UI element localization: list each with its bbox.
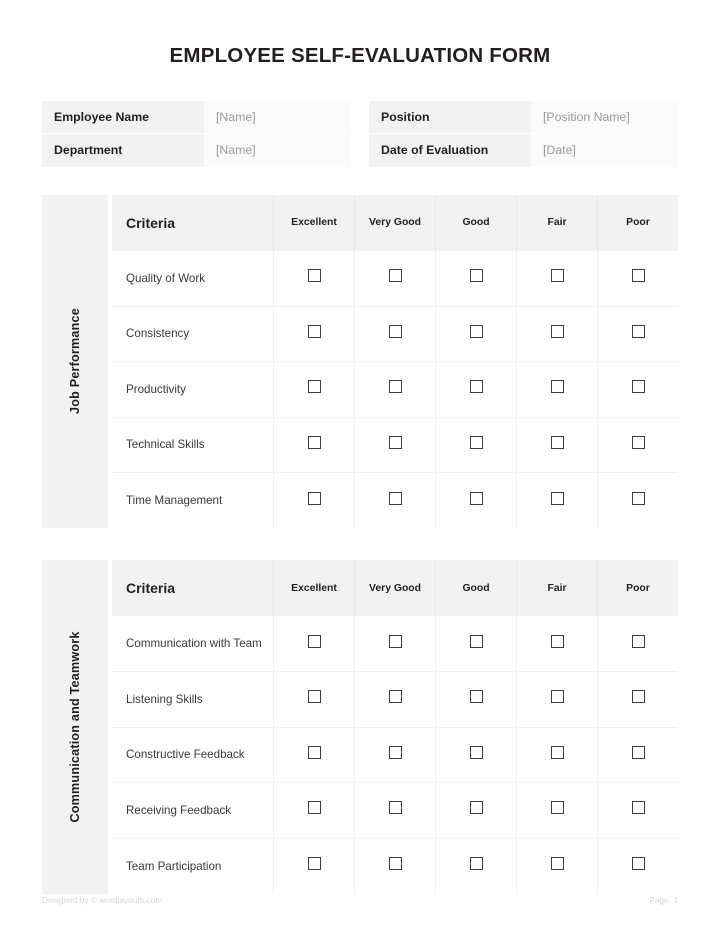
checkbox-cell-excellent[interactable]: [274, 473, 355, 529]
checkbox-cell-fair[interactable]: [517, 783, 598, 839]
checkbox-cell-poor[interactable]: [598, 783, 679, 839]
checkbox-cell-good[interactable]: [436, 306, 517, 362]
table-header-row: [112, 560, 678, 616]
employee-info-table-left: [42, 101, 351, 167]
checkbox-icon[interactable]: [308, 690, 321, 703]
checkbox-cell-excellent[interactable]: [274, 672, 355, 728]
checkbox-icon[interactable]: [632, 746, 645, 759]
section-title-job-performance: Job Performance: [68, 308, 82, 415]
column-header-very-good: Very Good: [355, 195, 436, 251]
checkbox-cell-excellent[interactable]: [274, 727, 355, 783]
table-row: [112, 616, 678, 672]
checkbox-icon[interactable]: [632, 801, 645, 814]
section-title-communication-and-teamwork: Communication and Teamwork: [68, 631, 82, 823]
column-header-criteria: Criteria: [112, 560, 274, 616]
checkbox-icon[interactable]: [389, 436, 402, 449]
checkbox-icon[interactable]: [470, 380, 483, 393]
checkbox-cell-good[interactable]: [436, 362, 517, 418]
criteria-label: Team Participation: [112, 838, 274, 894]
page-footer: [42, 895, 678, 905]
checkbox-icon[interactable]: [308, 436, 321, 449]
checkbox-cell-very-good[interactable]: [355, 306, 436, 362]
checkbox-cell-poor[interactable]: [598, 473, 679, 529]
checkbox-cell-very-good[interactable]: [355, 838, 436, 894]
checkbox-icon[interactable]: [632, 325, 645, 338]
column-header-criteria: Criteria: [112, 195, 274, 251]
checkbox-cell-very-good[interactable]: [355, 473, 436, 529]
column-header-good: Good: [436, 560, 517, 616]
checkbox-cell-good[interactable]: [436, 616, 517, 672]
criteria-label: Receiving Feedback: [112, 783, 274, 839]
criteria-label: Time Management: [112, 473, 274, 529]
info-row-department: [42, 134, 351, 167]
checkbox-cell-good[interactable]: [436, 783, 517, 839]
checkbox-icon[interactable]: [308, 635, 321, 648]
checkbox-icon[interactable]: [470, 690, 483, 703]
section-side-band: [42, 560, 108, 894]
checkbox-cell-excellent[interactable]: [274, 362, 355, 418]
footer-credit: Designed by © wordlayouts.com: [42, 895, 163, 905]
section-side-band: [42, 195, 108, 529]
column-header-fair: Fair: [517, 195, 598, 251]
checkbox-icon[interactable]: [389, 269, 402, 282]
checkbox-icon[interactable]: [632, 436, 645, 449]
column-header-poor: Poor: [598, 195, 679, 251]
checkbox-cell-poor[interactable]: [598, 616, 679, 672]
checkbox-icon[interactable]: [632, 635, 645, 648]
checkbox-icon[interactable]: [470, 492, 483, 505]
checkbox-icon[interactable]: [389, 857, 402, 870]
table-row: [112, 362, 678, 418]
checkbox-icon[interactable]: [470, 857, 483, 870]
column-header-excellent: Excellent: [274, 560, 355, 616]
info-value-employee-name[interactable]: [Name]: [204, 101, 351, 134]
checkbox-cell-good[interactable]: [436, 672, 517, 728]
checkbox-icon[interactable]: [389, 801, 402, 814]
checkbox-cell-fair[interactable]: [517, 473, 598, 529]
checkbox-cell-good[interactable]: [436, 727, 517, 783]
info-label-position: Position: [369, 101, 531, 134]
checkbox-icon[interactable]: [308, 746, 321, 759]
checkbox-cell-poor[interactable]: [598, 306, 679, 362]
criteria-label: Quality of Work: [112, 251, 274, 307]
checkbox-icon[interactable]: [389, 380, 402, 393]
checkbox-cell-poor[interactable]: [598, 251, 679, 307]
criteria-label: Productivity: [112, 362, 274, 418]
table-row: [112, 783, 678, 839]
checkbox-cell-fair[interactable]: [517, 306, 598, 362]
table-row: [112, 417, 678, 473]
checkbox-icon[interactable]: [632, 269, 645, 282]
checkbox-icon[interactable]: [308, 492, 321, 505]
checkbox-icon[interactable]: [551, 269, 564, 282]
checkbox-icon[interactable]: [389, 635, 402, 648]
checkbox-cell-fair[interactable]: [517, 251, 598, 307]
section-job-performance: [42, 195, 678, 529]
checkbox-cell-excellent[interactable]: [274, 417, 355, 473]
checkbox-icon[interactable]: [551, 492, 564, 505]
checkbox-icon[interactable]: [389, 325, 402, 338]
checkbox-icon[interactable]: [551, 436, 564, 449]
checkbox-cell-poor[interactable]: [598, 727, 679, 783]
checkbox-cell-good[interactable]: [436, 251, 517, 307]
checkbox-icon[interactable]: [632, 380, 645, 393]
checkbox-cell-very-good[interactable]: [355, 362, 436, 418]
info-value-date-of-evaluation[interactable]: [Date]: [531, 134, 678, 167]
checkbox-icon[interactable]: [308, 325, 321, 338]
info-row-position: [369, 101, 678, 134]
column-header-good: Good: [436, 195, 517, 251]
checkbox-icon[interactable]: [470, 325, 483, 338]
checkbox-icon[interactable]: [308, 380, 321, 393]
info-label-date-of-evaluation: Date of Evaluation: [369, 134, 531, 167]
column-header-excellent: Excellent: [274, 195, 355, 251]
checkbox-icon[interactable]: [308, 857, 321, 870]
checkbox-icon[interactable]: [389, 492, 402, 505]
table-row: [112, 727, 678, 783]
checkbox-icon[interactable]: [389, 746, 402, 759]
checkbox-cell-very-good[interactable]: [355, 616, 436, 672]
column-header-poor: Poor: [598, 560, 679, 616]
checkbox-cell-poor[interactable]: [598, 672, 679, 728]
checkbox-cell-very-good[interactable]: [355, 417, 436, 473]
checkbox-icon[interactable]: [632, 690, 645, 703]
checkbox-cell-fair[interactable]: [517, 616, 598, 672]
criteria-label: Listening Skills: [112, 672, 274, 728]
checkbox-icon[interactable]: [551, 380, 564, 393]
section-communication-and-teamwork: [42, 560, 678, 894]
info-value-department[interactable]: [Name]: [204, 134, 351, 167]
checkbox-cell-very-good[interactable]: [355, 783, 436, 839]
criteria-label: Technical Skills: [112, 417, 274, 473]
checkbox-icon[interactable]: [551, 690, 564, 703]
table-row: [112, 672, 678, 728]
checkbox-cell-poor[interactable]: [598, 362, 679, 418]
checkbox-icon[interactable]: [551, 635, 564, 648]
criteria-label: Consistency: [112, 306, 274, 362]
checkbox-cell-poor[interactable]: [598, 417, 679, 473]
column-header-very-good: Very Good: [355, 560, 436, 616]
checkbox-cell-excellent[interactable]: [274, 251, 355, 307]
table-header-row: [112, 195, 678, 251]
checkbox-cell-excellent[interactable]: [274, 838, 355, 894]
checkbox-icon[interactable]: [308, 801, 321, 814]
column-header-fair: Fair: [517, 560, 598, 616]
checkbox-cell-excellent[interactable]: [274, 783, 355, 839]
table-row: [112, 838, 678, 894]
info-label-department: Department: [42, 134, 204, 167]
info-value-position[interactable]: [Position Name]: [531, 101, 678, 134]
checkbox-cell-good[interactable]: [436, 417, 517, 473]
checkbox-icon[interactable]: [551, 325, 564, 338]
table-row: [112, 306, 678, 362]
checkbox-icon[interactable]: [470, 801, 483, 814]
table-row: [112, 251, 678, 307]
info-row-date-of-evaluation: [369, 134, 678, 167]
rating-table-job-performance: [112, 195, 678, 529]
checkbox-cell-fair[interactable]: [517, 417, 598, 473]
criteria-label: Communication with Team: [112, 616, 274, 672]
rating-table-communication-and-teamwork: [112, 560, 678, 894]
checkbox-cell-good[interactable]: [436, 838, 517, 894]
checkbox-icon[interactable]: [389, 690, 402, 703]
checkbox-cell-excellent[interactable]: [274, 306, 355, 362]
checkbox-icon[interactable]: [470, 746, 483, 759]
checkbox-icon[interactable]: [551, 746, 564, 759]
info-label-employee-name: Employee Name: [42, 101, 204, 134]
checkbox-icon[interactable]: [632, 492, 645, 505]
info-row-employee-name: [42, 101, 351, 134]
checkbox-icon[interactable]: [632, 857, 645, 870]
checkbox-cell-fair[interactable]: [517, 362, 598, 418]
checkbox-cell-excellent[interactable]: [274, 616, 355, 672]
page-title: EMPLOYEE SELF-EVALUATION FORM: [169, 44, 551, 67]
checkbox-cell-poor[interactable]: [598, 838, 679, 894]
checkbox-icon[interactable]: [308, 269, 321, 282]
checkbox-icon[interactable]: [551, 857, 564, 870]
checkbox-icon[interactable]: [551, 801, 564, 814]
checkbox-cell-good[interactable]: [436, 473, 517, 529]
checkbox-icon[interactable]: [470, 269, 483, 282]
checkbox-cell-fair[interactable]: [517, 727, 598, 783]
employee-info-table-right: [369, 101, 678, 167]
checkbox-cell-very-good[interactable]: [355, 251, 436, 307]
checkbox-cell-fair[interactable]: [517, 838, 598, 894]
checkbox-icon[interactable]: [470, 635, 483, 648]
checkbox-cell-very-good[interactable]: [355, 727, 436, 783]
table-row: [112, 473, 678, 529]
checkbox-cell-fair[interactable]: [517, 672, 598, 728]
criteria-label: Constructive Feedback: [112, 727, 274, 783]
footer-page-number: Page. 1: [649, 895, 678, 905]
checkbox-cell-very-good[interactable]: [355, 672, 436, 728]
employee-info-block: [42, 101, 678, 167]
checkbox-icon[interactable]: [470, 436, 483, 449]
